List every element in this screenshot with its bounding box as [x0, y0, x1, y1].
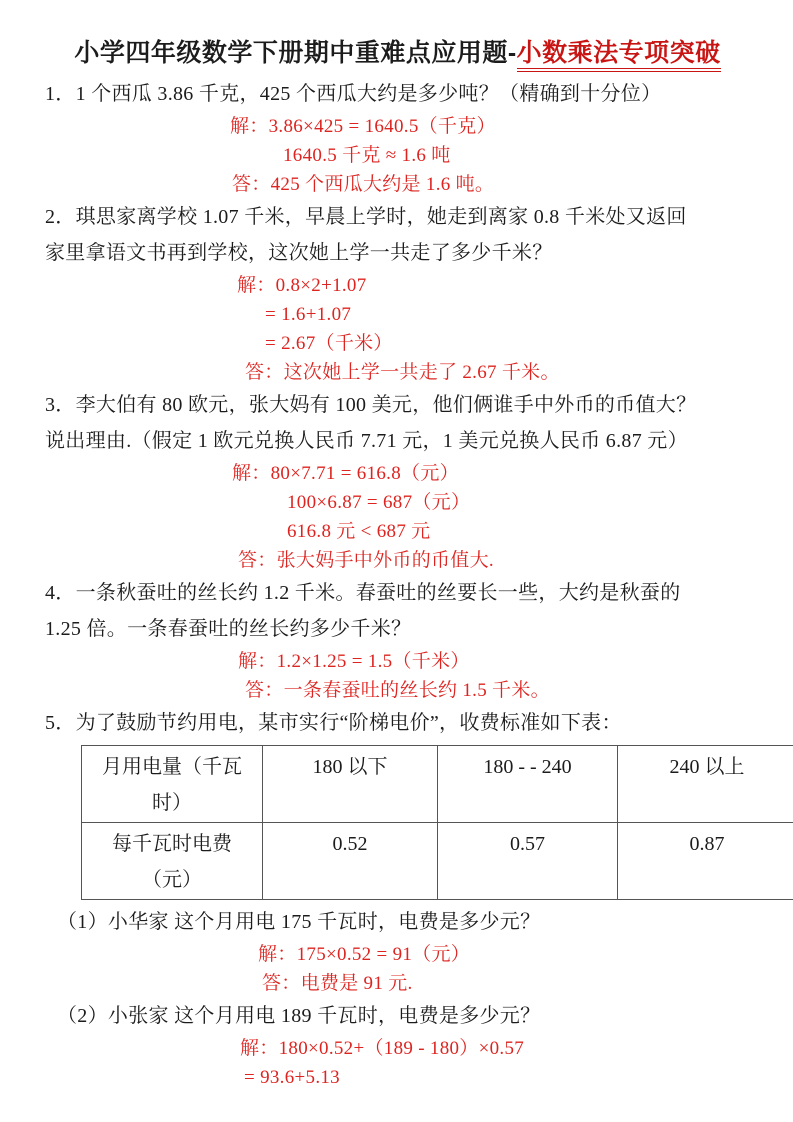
- table-cell: 0.87: [618, 823, 793, 900]
- problem-5: [45, 705, 750, 1092]
- question-line: 家里拿语文书再到学校，这次她上学一共走了多少千米？: [45, 242, 553, 264]
- solution-line: 解：1.2×1.25 = 1.5（千米）: [238, 651, 470, 672]
- page-title: [45, 36, 750, 70]
- question-line: （2）小张家 这个月用电 189 千瓦时，电费是多少元？: [57, 1005, 541, 1027]
- question-line: 5．为了鼓励节约用电，某市实行“阶梯电价”，收费标准如下表：: [45, 712, 622, 734]
- question-line: 3．李大伯有 80 欧元，张大妈有 100 美元，他们俩谁手中外币的币值大？: [45, 394, 697, 416]
- table-cell: 0.52: [263, 823, 438, 900]
- solution-line: = 2.67（千米）: [265, 333, 393, 354]
- question-line: 1.25 倍。一条春蚕吐的丝长约多少千米？: [45, 618, 412, 640]
- problem-1: [45, 76, 750, 199]
- question-line: 2．琪思家离学校 1.07 千米，早晨上学时，她走到离家 0.8 千米处又返回: [45, 206, 687, 228]
- page-title-highlight: 小数乘法专项突破: [517, 39, 721, 72]
- question-line: 说出理由.（假定 1 欧元兑换人民币 7.71 元，1 美元兑换人民币 6.87 元）: [45, 430, 688, 452]
- question-line: （1）小华家 这个月用电 175 千瓦时，电费是多少元？: [57, 911, 541, 933]
- question-line: 4．一条秋蚕吐的丝长约 1.2 千米。春蚕吐的丝要长一些，大约是秋蚕的: [45, 582, 681, 604]
- table-cell: 180 以下: [263, 746, 438, 823]
- problem-4: [45, 575, 750, 705]
- solution-line: 解：80×7.71 = 616.8（元）: [232, 463, 459, 484]
- solution-line: 解：0.8×2+1.07: [237, 275, 367, 296]
- table-cell: 月用电量（千瓦时）: [82, 746, 263, 823]
- problem-3: [45, 387, 750, 575]
- solution-line: 616.8 元 < 687 元: [287, 521, 431, 542]
- solution-line: = 93.6+5.13: [244, 1067, 340, 1088]
- answer-line: 答：电费是 91 元.: [262, 973, 413, 994]
- answer-line: 答：425 个西瓜大约是 1.6 吨。: [232, 174, 495, 195]
- solution-line: 1640.5 千克 ≈ 1.6 吨: [283, 145, 451, 166]
- question-line: 1．1 个西瓜 3.86 千克，425 个西瓜大约是多少吨？（精确到十分位）: [45, 83, 662, 105]
- solution-line: 解：180×0.52+（189 - 180）×0.57: [240, 1038, 525, 1059]
- table-cell: 0.57: [438, 823, 618, 900]
- problem-2: [45, 199, 750, 387]
- table-row: [82, 746, 793, 823]
- answer-line: 答：一条春蚕吐的丝长约 1.5 千米。: [245, 680, 550, 701]
- solution-line: 解：3.86×425 = 1640.5（千克）: [230, 116, 496, 137]
- electricity-rate-table: [81, 745, 793, 900]
- solution-line: 解：175×0.52 = 91（元）: [258, 944, 471, 965]
- sub-problem-2: [45, 998, 750, 1092]
- solution-line: = 1.6+1.07: [265, 304, 352, 325]
- answer-line: 答：张大妈手中外币的币值大.: [238, 550, 494, 571]
- table-cell: 180 - - 240: [438, 746, 618, 823]
- solution-line: 100×6.87 = 687（元）: [287, 492, 471, 513]
- answer-line: 答：这次她上学一共走了 2.67 千米。: [245, 362, 560, 383]
- sub-problem-1: [45, 904, 750, 998]
- table-row: [82, 823, 793, 900]
- table-cell: 240 以上: [618, 746, 793, 823]
- page-title-black: 小学四年级数学下册期中重难点应用题-: [74, 39, 517, 67]
- table-cell: 每千瓦时电费（元）: [82, 823, 263, 900]
